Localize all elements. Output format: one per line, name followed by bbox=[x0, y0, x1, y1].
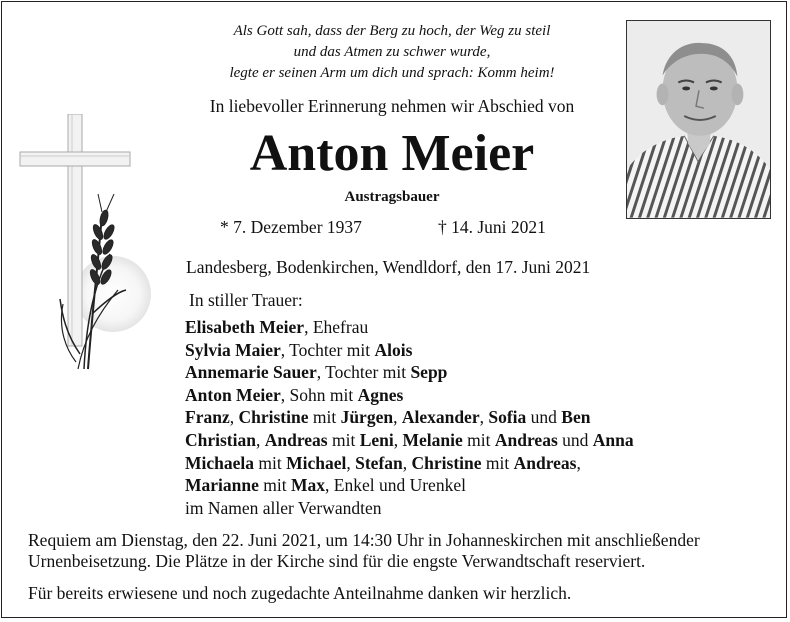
mourner-relation: mit bbox=[308, 407, 341, 428]
mourner-line bbox=[185, 361, 634, 384]
deceased-name: Anton Meier bbox=[249, 125, 535, 182]
mourner-name: Annemarie Sauer bbox=[185, 362, 317, 383]
mourner-relation: im Namen aller Verwandten bbox=[185, 497, 382, 518]
mourner-name: Michael bbox=[286, 452, 347, 473]
mourners-list bbox=[185, 316, 634, 519]
requiem-text bbox=[28, 530, 778, 572]
mourner-relation: , bbox=[346, 452, 356, 473]
mourner-line bbox=[185, 429, 634, 452]
mourner-name: Max bbox=[290, 475, 326, 496]
mourner-line bbox=[185, 497, 634, 520]
obituary-notice bbox=[1, 1, 787, 618]
mourning-heading: In stiller Trauer: bbox=[189, 290, 303, 310]
mourner-relation: , bbox=[479, 407, 489, 428]
mourner-name: Marianne bbox=[185, 475, 259, 496]
mourner-name: Christine bbox=[411, 452, 482, 473]
mourner-name: Sepp bbox=[410, 362, 448, 383]
mourner-relation: , Tochter mit bbox=[280, 339, 375, 360]
mourner-relation: , bbox=[576, 452, 581, 473]
mourner-relation: , bbox=[255, 429, 265, 450]
mourner-line bbox=[185, 452, 634, 475]
mourner-name: Alexander bbox=[401, 407, 480, 428]
mourner-name: Christian bbox=[185, 429, 256, 450]
mourner-relation: , bbox=[393, 407, 402, 428]
mourner-name: Andreas bbox=[494, 429, 558, 450]
mourner-relation: , bbox=[393, 429, 403, 450]
mourner-line bbox=[185, 406, 634, 429]
thanks-text: Für bereits erwiesene und noch zugedachte Anteilnahme danken wir herzlich. bbox=[28, 583, 572, 603]
mourner-line bbox=[185, 339, 634, 362]
poem-line: legte er seinen Arm um dich und sprach: Komm heim! bbox=[229, 65, 555, 81]
mourner-name: Stefan bbox=[355, 452, 403, 473]
poem-line: Als Gott sah, dass der Berg zu hoch, der Weg zu steil bbox=[233, 23, 551, 39]
mourner-name: Leni bbox=[359, 429, 394, 450]
occupation: Austragsbauer bbox=[344, 189, 440, 205]
mourner-relation: mit bbox=[258, 475, 291, 496]
mourner-name: Andreas bbox=[513, 452, 577, 473]
birth-date: * 7. Dezember 1937 bbox=[220, 217, 362, 237]
cross-icon bbox=[18, 114, 153, 374]
mourner-name: Ben bbox=[561, 407, 591, 428]
mourner-relation: und bbox=[557, 429, 593, 450]
mourner-relation: mit bbox=[462, 429, 495, 450]
mourner-relation: mit bbox=[481, 452, 514, 473]
mourner-line bbox=[185, 474, 634, 497]
requiem-line: Requiem am Dienstag, den 22. Juni 2021, um 14:30 Uhr in Johanneskirchen mit anschließender bbox=[28, 530, 700, 550]
mourner-line bbox=[185, 316, 634, 339]
place-and-date: Landesberg, Bodenkirchen, Wendldorf, den 17. Juni 2021 bbox=[186, 257, 591, 277]
mourner-name: Michaela bbox=[185, 452, 255, 473]
mourner-line bbox=[185, 384, 634, 407]
mourner-relation: mit bbox=[327, 429, 360, 450]
mourner-name: Agnes bbox=[357, 384, 404, 405]
intro-text: In liebevoller Erinnerung nehmen wir Abschied von bbox=[209, 96, 575, 116]
mourner-relation: , Tochter mit bbox=[316, 362, 411, 383]
mourner-name: Elisabeth Meier bbox=[185, 317, 305, 337]
mourner-name: Sofia bbox=[488, 407, 527, 428]
poem-line: und das Atmen zu schwer wurde, bbox=[293, 44, 491, 60]
mourner-name: Anton Meier bbox=[185, 384, 281, 405]
poem bbox=[152, 21, 632, 84]
mourner-relation: , bbox=[229, 407, 239, 428]
mourner-name: Alois bbox=[374, 339, 413, 360]
death-date: † 14. Juni 2021 bbox=[438, 217, 546, 237]
mourner-name: Christine bbox=[238, 407, 309, 428]
mourner-relation: und bbox=[526, 407, 562, 428]
portrait-photo bbox=[626, 20, 771, 219]
mourner-name: Anna bbox=[592, 429, 634, 450]
mourner-name: Franz bbox=[185, 407, 230, 428]
mourner-relation: , bbox=[402, 452, 412, 473]
mourner-name: Andreas bbox=[264, 429, 328, 450]
mourner-name: Melanie bbox=[402, 429, 463, 450]
mourner-name: Jürgen bbox=[340, 407, 394, 428]
mourner-relation: , Enkel und Urenkel bbox=[325, 475, 466, 496]
mourner-relation: , Ehefrau bbox=[304, 317, 369, 337]
requiem-line: Urnenbeisetzung. Die Plätze in der Kirche sind für die engste Verwandtschaft reserviert. bbox=[28, 551, 646, 571]
mourner-name: Sylvia Maier bbox=[185, 339, 281, 360]
mourner-relation: mit bbox=[254, 452, 287, 473]
mourner-relation: , Sohn mit bbox=[280, 384, 358, 405]
